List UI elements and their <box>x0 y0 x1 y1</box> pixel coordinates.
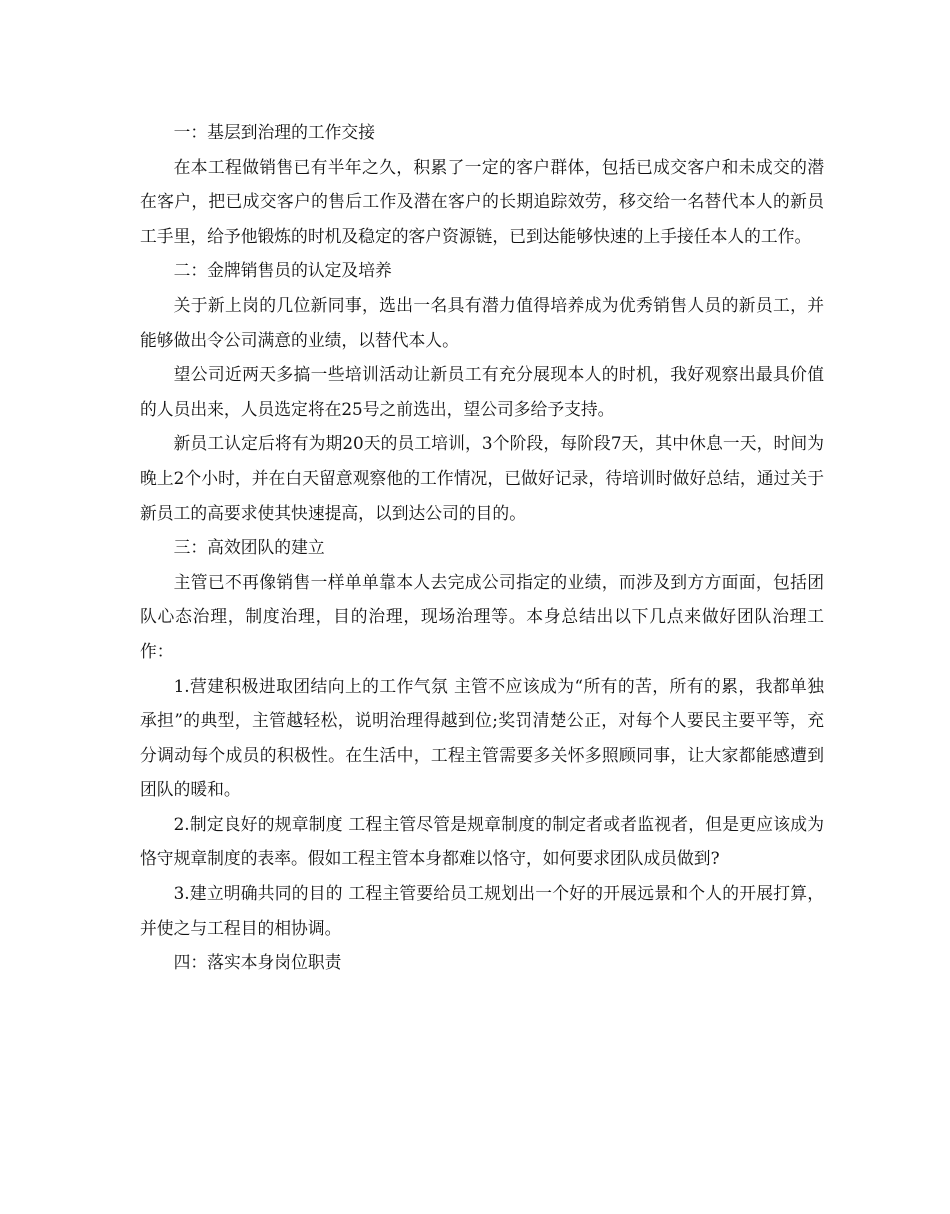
paragraph-team-management: 主管已不再像销售一样单单靠本人去完成公司指定的业绩，而涉及到方方面面，包括团队心态治理，制度治理，目的治理，现场治理等。本身总结出以下几点来做好团队治理工作： <box>140 571 824 661</box>
list-item-atmosphere: 1.营建积极进取团结向上的工作气氛 主管不应该成为“所有的苦，所有的累，我都单独承担”的典型，主管越轻松，说明治理得越到位;奖罚清楚公正，对每个人要民主要平等，充分调动每个成员的积极性。在生活中，工程主管需要多关怀多照顾同事，让大家都能感遭到团队的暖和。 <box>140 675 824 800</box>
section-heading-3: 三：高效团队的建立 <box>173 537 325 558</box>
section-heading-4: 四：落实本身岗位职责 <box>173 952 342 973</box>
list-item-goals: 3.建立明确共同的目的 工程主管要给员工规划出一个好的开展远景和个人的开展打算，并使之与工程目的相协调。 <box>140 883 824 938</box>
paragraph-training-activities: 望公司近两天多搞一些培训活动让新员工有充分展现本人的时机，我好观察出最具价值的人员出来，人员选定将在25号之前选出，望公司多给予支持。 <box>140 364 824 419</box>
paragraph-selection: 关于新上岗的几位新同事，选出一名具有潜力值得培养成为优秀销售人员的新员工，并能够做出令公司满意的业绩，以替代本人。 <box>140 294 824 350</box>
section-heading-1: 一：基层到治理的工作交接 <box>173 122 375 142</box>
list-item-rules: 2.制定良好的规章制度 工程主管尽管是规章制度的制定者或者监视者，但是更应该成为恪守规章制度的表率。假如工程主管本身都难以恪守，如何要求团队成员做到? <box>140 813 824 869</box>
document-body <box>140 115 824 980</box>
paragraph-training-plan: 新员工认定后将有为期20天的员工培训，3个阶段，每阶段7天，其中休息一天，时间为晚上2个小时，并在白天留意观察他的工作情况，已做好记录，待培训时做好总结，通过关于新员工的高要求使其快速提高，以到达公司的目的。 <box>140 433 824 523</box>
paragraph-handover: 在本工程做销售已有半年之久，积累了一定的客户群体，包括已成交客户和未成交的潜在客户，把已成交客户的售后工作及潜在客户的长期追踪效劳，移交给一名替代本人的新员工手里，给予他锻炼的时机及稳定的客户资源链，已到达能够快速的上手接任本人的工作。 <box>140 156 824 246</box>
section-heading-2: 二：金牌销售员的认定及培养 <box>173 260 392 281</box>
